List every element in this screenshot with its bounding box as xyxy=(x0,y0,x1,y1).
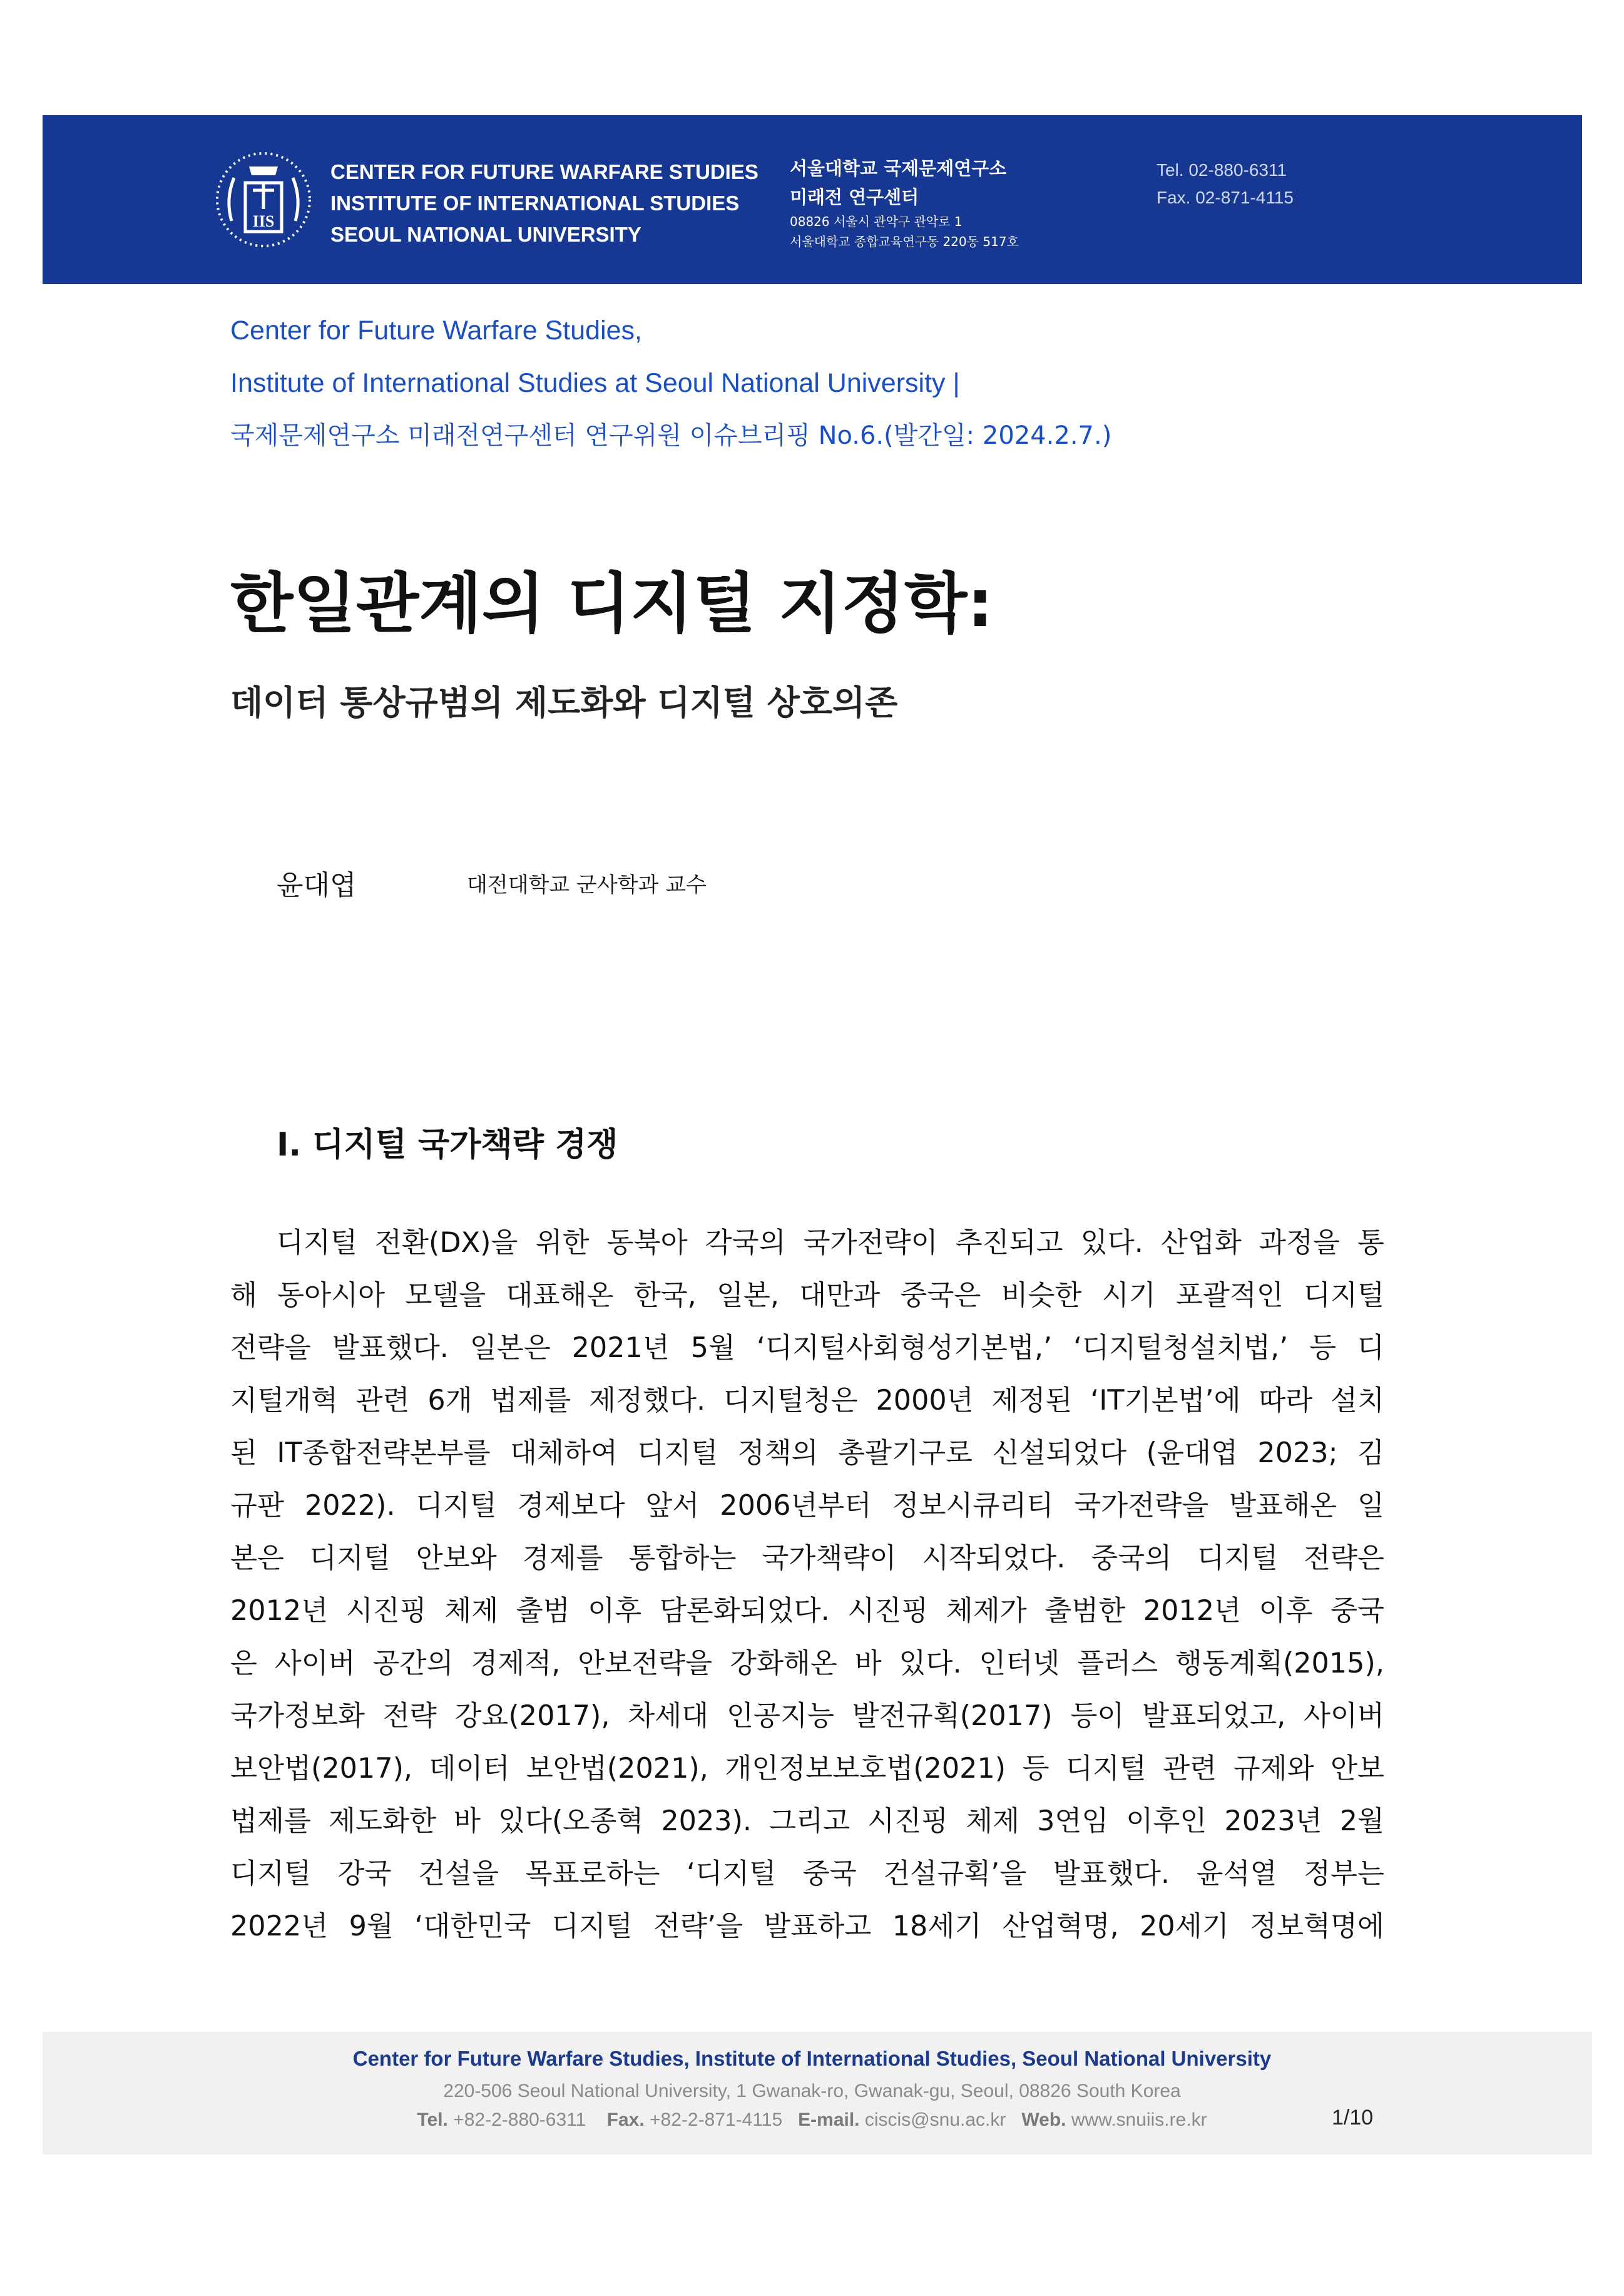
org-name-english xyxy=(330,156,758,250)
org-en-line: CENTER FOR FUTURE WARFARE STUDIES xyxy=(330,160,758,183)
org-name-korean xyxy=(790,154,1019,252)
body-line: 법제를 제도화한 바 있다(오종혁 2023). 그리고 시진핑 체제 3연임 이후인 2023년 2월 xyxy=(230,1805,1384,1837)
org-contact xyxy=(1157,156,1294,212)
body-line: 전략을 발표했다. 일본은 2021년 5월 ‘디지털사회형성기본법,’ ‘디지털청설치법,’ 등 디 xyxy=(230,1332,1384,1364)
series-line: 국제문제연구소 미래전연구센터 연구위원 이슈브리핑 No.6.(발간일: 2024.2.7.) xyxy=(230,421,1112,450)
body-line: 2012년 시진핑 체제 출범 이후 담론화되었다. 시진핑 체제가 출범한 2012년 이후 중국 xyxy=(230,1595,1384,1627)
footer-title: Center for Future Warfare Studies, Institute of International Studies, Seoul National University xyxy=(352,2047,1272,2070)
body-paragraph xyxy=(230,1217,1384,1953)
body-line: 은 사이버 공간의 경제적, 안보전략을 강화해온 바 있다. 인터넷 플러스 행동계획(2015), xyxy=(230,1648,1384,1679)
body-line: 규판 2022). 디지털 경제보다 앞서 2006년부터 정보시큐리티 국가전략을 발표해온 일 xyxy=(230,1490,1384,1522)
series-line: Institute of International Studies at Seoul National University | xyxy=(230,368,960,398)
footer-web-link[interactable]: www.snuiis.re.kr xyxy=(1071,2109,1207,2130)
org-address: 서울대학교 종합교육연구동 220동 517호 xyxy=(790,234,1019,249)
svg-text:IIS: IIS xyxy=(252,212,275,230)
body-line: 된 IT종합전략본부를 대체하여 디지털 정책의 총괄기구로 신설되었다 (윤대엽 2023; 김 xyxy=(230,1437,1384,1469)
body-line: 디지털 강국 건설을 목표로하는 ‘디지털 중국 건설규획’을 발표했다. 윤석열 정부는 xyxy=(230,1858,1384,1890)
series-info xyxy=(230,304,1111,462)
body-line: 보안법(2017), 데이터 보안법(2021), 개인정보보호법(2021) 등 디지털 관련 규제와 안보 xyxy=(230,1753,1384,1785)
footer-web-label: Web. xyxy=(1021,2109,1066,2130)
author-name: 윤대엽 xyxy=(277,869,357,901)
document-title: 한일관계의 디지털 지정학: xyxy=(230,565,994,642)
footer-tel-label: Tel. xyxy=(417,2109,448,2130)
org-tel: Tel. 02-880-6311 xyxy=(1157,160,1287,180)
series-line: Center for Future Warfare Studies, xyxy=(230,315,642,346)
org-en-line: SEOUL NATIONAL UNIVERSITY xyxy=(330,223,641,246)
iis-logo xyxy=(213,149,314,250)
body-line: 해 동아시아 모델을 대표해온 한국, 일본, 대만과 중국은 비슷한 시기 포괄적인 디지털 xyxy=(230,1279,1384,1311)
footer-email-link[interactable]: ciscis@snu.ac.kr xyxy=(864,2109,1006,2130)
footer-fax-label: Fax. xyxy=(606,2109,645,2130)
page-number: 1/10 xyxy=(1332,2106,1374,2129)
document-subtitle: 데이터 통상규범의 제도화와 디지털 상호의존 xyxy=(230,683,898,722)
body-line: 디지털 전환(DX)을 위한 동북아 각국의 국가전략이 추진되고 있다. 산업화 과정을 통 xyxy=(277,1227,1384,1259)
org-kr-line: 미래전 연구센터 xyxy=(790,187,919,208)
body-line: 국가정보화 전략 강요(2017), 차세대 인공지능 발전규획(2017) 등이 발표되었고, 사이버 xyxy=(230,1700,1384,1732)
body-line: 지털개혁 관련 6개 법제를 제정했다. 디지털청은 2000년 제정된 ‘IT기본법’에 따라 설치 xyxy=(230,1385,1384,1417)
org-kr-line: 서울대학교 국제문제연구소 xyxy=(790,158,1007,179)
org-en-line: INSTITUTE OF INTERNATIONAL STUDIES xyxy=(330,192,740,215)
org-fax: Fax. 02-871-4115 xyxy=(1157,188,1294,207)
footer-contact xyxy=(0,2109,1624,2131)
section-heading: I. 디지털 국가책략 경쟁 xyxy=(277,1126,618,1164)
footer-address: 220-506 Seoul National University, 1 Gwanak-ro, Gwanak-gu, Seoul, 08826 South Korea xyxy=(443,2081,1181,2101)
footer-tel: +82-2-880-6311 xyxy=(453,2109,586,2130)
body-line: 2022년 9월 ‘대한민국 디지털 전략’을 발표하고 18세기 산업혁명, 20세기 정보혁명에 xyxy=(230,1910,1384,1942)
org-address: 08826 서울시 관악구 관악로 1 xyxy=(790,214,963,229)
author-affiliation: 대전대학교 군사학과 교수 xyxy=(467,873,707,898)
footer-fax: +82-2-871-4115 xyxy=(650,2109,783,2130)
body-line: 본은 디지털 안보와 경제를 통합하는 국가책략이 시작되었다. 중국의 디지털 전략은 xyxy=(230,1542,1384,1574)
footer-email-label: E-mail. xyxy=(798,2109,860,2130)
